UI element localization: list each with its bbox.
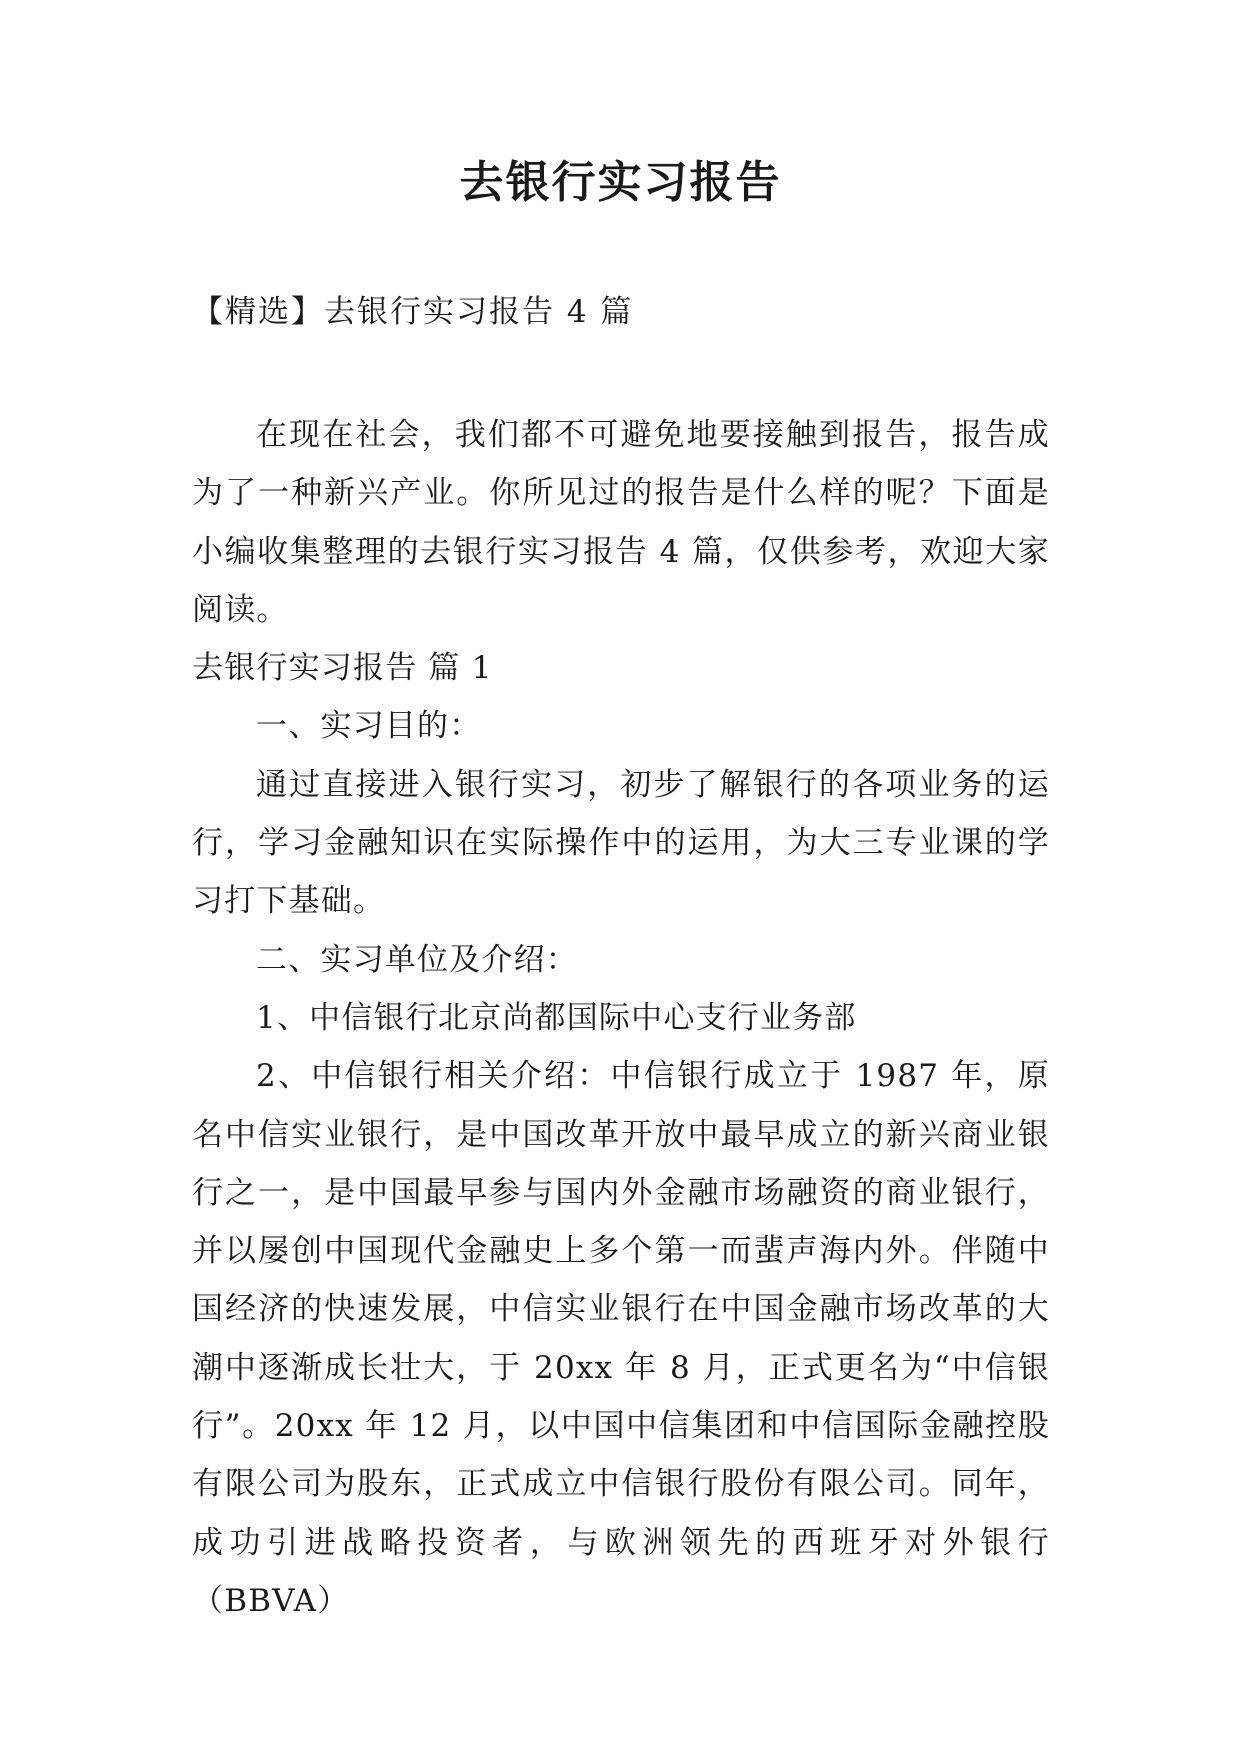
subsection-heading: 二、实习单位及介绍： [256,941,578,978]
section-heading: 去银行实习报告 篇 1 [192,650,493,687]
list-item: 2、中信银行相关介绍：中信银行成立于 1987 年，原名中信实业银行，是中国改革开放中最早成立的新兴商业银行之一，是中国最早参与国内外金融市场融资的商业银行，并以屡创中国现代金融史上多个第一而蜚声海内外。伴随中国经济的快速发展，中信实业银行在中国金融市场改革的大潮中逐渐成长壮大，于 20xx 年 8 月，正式更名为“中信银行”。20xx 年 12 月，以中国中信集团和中信国际金融控股有限公司为股东，正式成立中信银行股份有限公司。同年，成功引进战略投资者，与欧洲领先的西班牙对外银行（BBVA） [192,1058,1050,1619]
body-paragraph: 通过直接进入银行实习，初步了解银行的各项业务的运行，学习金融知识在实际操作中的运用，为大三专业课的学习打下基础。 [192,766,1050,920]
document-subtitle: 【精选】去银行实习报告 4 篇 [192,294,634,330]
intro-paragraph: 在现在社会，我们都不可避免地要接触到报告，报告成为了一种新兴产业。你所见过的报告是什么样的呢？下面是小编收集整理的去银行实习报告 4 篇，仅供参考，欢迎大家阅读。 [192,417,1050,628]
list-item: 1、中信银行北京尚都国际中心支行业务部 [256,999,857,1036]
subsection-heading: 一、实习目的： [256,708,482,745]
document-body [192,406,1050,1630]
document-title: 去银行实习报告 [459,157,782,208]
